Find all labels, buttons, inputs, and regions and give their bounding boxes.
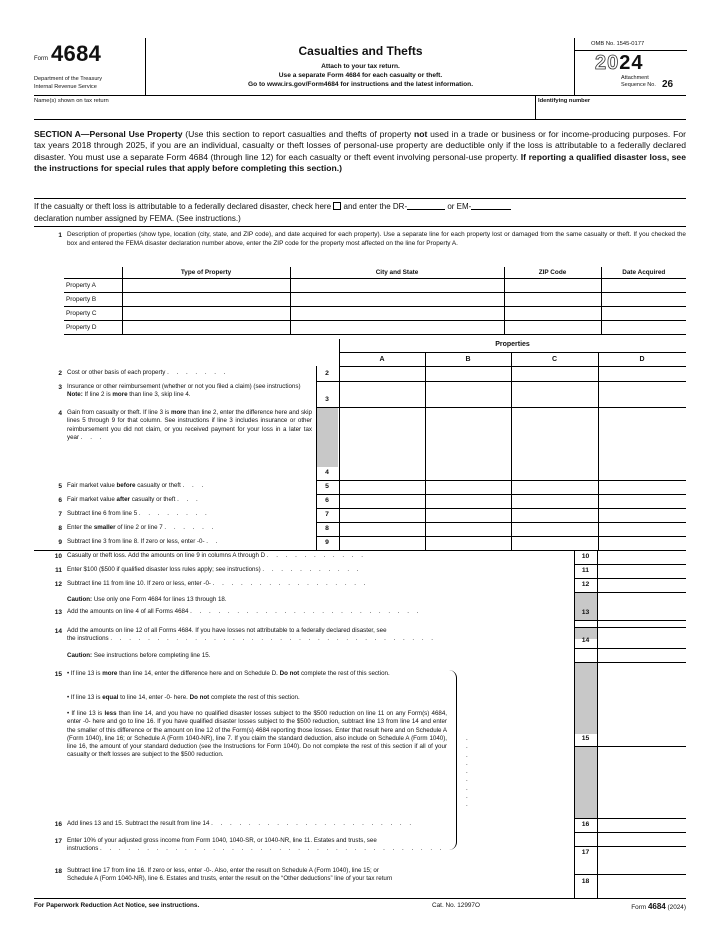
line-box-4: 4 bbox=[325, 469, 329, 476]
line-box-3: 3 bbox=[325, 396, 329, 403]
divider bbox=[34, 198, 686, 199]
line-box-17: 17 bbox=[581, 849, 590, 856]
department: Department of the Treasury Internal Revenue Service bbox=[34, 76, 103, 90]
line-4-label: Gain from casualty or theft. If line 3 is more than line 2, enter the difference here and skip lines 5 through 9 for that column. See instructions if line 3 includes insurance or other reimbursement you did not claim, or you received payment for your loss in a later tax year . . . bbox=[67, 409, 312, 441]
col-date: Date Acquired bbox=[601, 267, 686, 278]
line-15-bullet-1: • If line 13 is more than line 14, enter the difference here and on Schedule D. Do not complete the rest of this section. bbox=[67, 670, 390, 677]
line-12-label: Subtract line 11 from line 10. If zero or less, enter -0- . . . . . . . . . . . . . . . . . bbox=[67, 580, 369, 587]
paperwork-notice: For Paperwork Reduction Act Notice, see instructions. bbox=[34, 902, 200, 909]
line-15-bullet-3: • If line 13 is less than line 14, and you have no qualified disaster losses subject to the $500 reduction on line 11 on any Form(s) 4684, enter -0- here and go to line 16. If you have qualified disaster losses subject to the $500 reduction, subtract line 13 from line 14 and enter the smaller of this difference or the amount on line 12 of the Form(s) 4684 reporting those losses. Enter that result here and on Schedule A (Form 1040), line 16; or Schedule A (Form 1040-NR), line 7. If you claim the standard deduction, also include on Schedule A (Form 1040), line 16, the amount of your standard deduction (see the Instructions for Form 1040). Do not complete the rest of this section if all of your casualty or theft losses are subject to the $500 reduction. bbox=[67, 710, 447, 759]
form-title-block bbox=[147, 38, 574, 96]
section-a-intro: SECTION A—Personal Use Property (Use this section to report casualties and thefts of property not used in a trade or business or for income-producing purposes. For tax years 2018 through 2025, if you are an individual, casualty or theft losses of personal-use property are deductible only if the loss is attributable to a federally declared disaster. You must use a separate Form 4684 (through line 12) for each casualty or theft event involving personal-use property. If reporting a qualified disaster loss, see the instructions for special rules that apply before completing this section.) bbox=[34, 129, 687, 174]
line-box-14: 14 bbox=[581, 637, 590, 644]
table-row: Property D bbox=[64, 320, 686, 334]
em-number-field[interactable] bbox=[471, 202, 511, 210]
dr-number-field[interactable] bbox=[407, 202, 445, 210]
table-row: Property B bbox=[64, 292, 686, 306]
line-3-label: Insurance or other reimbursement (whether or not you filed a claim) (see instructions) Note: If line 2 is more than line 3, skip line 4. bbox=[67, 383, 301, 399]
sequence-number: 26 bbox=[662, 79, 674, 90]
line-18-label: Subtract line 17 from line 16. If zero or less, enter -0-. Also, enter the result on Schedule A (Form 1040), line 15; or Schedule A (Form 1040-NR), line 6. Estates and trusts, enter the result on the “Other deductions” line of your tax return bbox=[67, 867, 393, 883]
footer-form-id: Form 4684 (2024) bbox=[631, 902, 686, 911]
col-zip: ZIP Code bbox=[504, 267, 601, 278]
caution-2: Caution: See instructions before completing line 15. bbox=[67, 652, 211, 659]
subtitle-3: Go to www.irs.gov/Form4684 for instructions and the latest information. bbox=[247, 81, 474, 88]
line-9-label: Subtract line 3 from line 8. If zero or less, enter -0- . . bbox=[67, 538, 221, 545]
property-table bbox=[64, 267, 686, 335]
line-7-label: Subtract line 6 from line 5 . . . . . . . . bbox=[67, 510, 210, 517]
line-box-18: 18 bbox=[581, 878, 590, 885]
line-14-label: Add the amounts on line 12 of all Forms 4684. If you have losses not attributable to a federally declared disaster, see the instructions . . . . . . . . . . . . . . . . . . . . . . . . . . . . . . . . . . . bbox=[67, 627, 436, 643]
line-box-7: 7 bbox=[325, 511, 329, 518]
line-box-6: 6 bbox=[325, 497, 329, 504]
line-box-15: 15 bbox=[581, 735, 590, 742]
table-row: Property C bbox=[64, 306, 686, 320]
attachment-label: Attachment Sequence No. bbox=[621, 75, 656, 88]
divider bbox=[34, 226, 686, 227]
col-a: A bbox=[379, 356, 385, 363]
col-c: C bbox=[551, 356, 558, 363]
form-id-block bbox=[34, 38, 146, 96]
form-number: 4684 bbox=[51, 41, 102, 66]
line-10-label: Casualty or theft loss. Add the amounts on line 9 in columns A through D . . . . . . . . . . . bbox=[67, 552, 366, 559]
subtitle-2: Use a separate Form 4684 for each casualty or theft. bbox=[278, 72, 443, 79]
form-header bbox=[34, 38, 686, 96]
line-15-bullet-2: • If line 13 is equal to line 14, enter -0- here. Do not complete the rest of this section. bbox=[67, 694, 300, 701]
subtitle-1: Attach to your tax return. bbox=[321, 63, 400, 70]
line-6-label: Fair market value after casualty or theft . . . bbox=[67, 496, 201, 503]
form-page: Form 4684 Department of the Treasury Internal Revenue Service Casualties and Thefts Attach to your tax return. Use a separate Form 4684 for each casualty or theft. Go to www.irs.gov/Form4684 for instructions and the latest information. OMB No. 1545-0177 2024 Attachment Sequence No. 26 Name(s) shown on tax return Identifying number SECTION A—Personal Use Property (Use this section to report casualties and thefts of property not used in a trade or business or for income-producing purposes. For tax years 2018 through 2025, if you are an individual, casualty or theft losses of personal-use property are deductible only if the loss is attributable to a federally declared disaster. You must use a separate Form 4684 (through line 12) for each casualty or theft event involving personal-use property. If reporting a qualified disaster loss, see the instructions for special rules that apply before completing this section.) If the casualty or theft loss is attributable to a federally declared disaster, check here and enter the DR- or EM- declaration number assigned by FEMA. (See instructions.) 1 Description of properties (show type, location (city, state, and ZIP code), and date acquired for each property). Use a separate line for each property lost or damaged from the same casualty or theft. If you checked the box and entered the FEMA disaster declaration number above, enter the ZIP code for the property most affected on the line for Property A. Type of Property City and State ZIP Code Date Acquired Property A Property B Property C Property D Properties A B C D 2 3 4 5 6 7 8 9 2 Cost or other basis of each property . . . . . . . 3 Insurance or other reimbursement (whether or not you filed a claim) (see instructions) Note: If line 2 is more than line 3, skip line 4. 4 Gain from casualty or theft. If line 3 is more than line 2, enter the difference here and skip lines 5 through 9 for that column. See instructions if line 3 includes insurance or other reimbursement you did not claim, or you received payment for your loss in a later tax year . . . 5 Fair market value before casualty or theft . . . 6 Fair market value after casualty or theft . . . 7 Subtract line 6 from line 5 . . . . . . . . 8 Enter the smaller of line 2 or line 7 . . . . . . 9 Subtract line 3 from line 8. If zero or less, enter -0- . . 10 11 12 13 14 15 16 17 18 10 Casualty or theft loss. Add the amounts on line 9 in columns A through D . . . . . . . . . . . 11 Enter $100 ($500 if qualified disaster loss rules apply; see instructions) . . . . . . . . . . . 12 Subtract line 11 from line 10. If zero or less, enter -0- . . . . . . . . . . . . . . . . . Caution: Use only one Form 4684 for lines 13 through 18. 13 Add the amounts on line 4 of all Forms 4684 . . . . . . . . . . . . . . . . . . . . . . . . . 14 Add the amounts on line 12 of all Forms 4684. If you have losses not attributable to a federally declared disaster, see the instructions . . . . . . . . . . . . . . . . . . . . . . . . . . . . . . . . . . . Caution: See instructions before completing line 15. 15 • If line 13 is more than line 14, enter the difference here and on Schedule D. Do not complete the rest of this section. • If line 13 is equal to line 14, enter -0- here. Do not complete the rest of this section. • If line 13 is less than line 14, and you have no qualified disaster losses subject to the $500 reduction on line 11 on any Form(s) 4684, enter -0- here and go to line 16. If you have qualified disaster losses subject to the $500 reduction, subtract line 13 from line 14 and enter the smaller of this difference or the amount on line 12 of the Form(s) 4684 reporting those losses. Enter that result here and on Schedule A (Form 1040), line 16; or Schedule A (Form 1040-NR), line 7. If you claim the standard deduction, also include on Schedule A (Form 1040), line 16, the amount of your standard deduction (see the Instructions for Form 1040). Do not complete the rest of this section if all of your casualty or theft losses are subject to the $500 reduction. . . . . . . . . . 16 Add lines 13 and 15. Subtract the result from line 14 . . . . . . . . . . . . . . . . . . . . . . 17 Enter 10% of your adjusted gross income from Form 1040, 1040-SR, or 1040-NR, line 11. Estates and trusts, see instructions . . . . . . . . . . . . . . . . . . . . . . . . . . . . . . . . . . . . . 18 Subtract line 17 from line 16. If zero or less, enter -0-. Also, enter the result on Schedule A (Form 1040), line 15; or Schedule A (Form 1040-NR), line 6. Estates and trusts, enter the result on the “Other deductions” line of your tax return For Paperwork Reduction Act Notice, see instructions. Cat. No. 12997O Form 4684 (2024) bbox=[34, 38, 686, 916]
line-box-9: 9 bbox=[325, 539, 329, 546]
fema-declaration: If the casualty or theft loss is attributable to a federally declared disaster, check here and enter the DR- or EM- declaration number assigned by FEMA. (See instructions.) bbox=[34, 201, 686, 224]
col-type: Type of Property bbox=[122, 267, 290, 278]
line-box-11: 11 bbox=[581, 567, 590, 574]
line-box-8: 8 bbox=[325, 525, 329, 532]
tax-year: 2024 bbox=[595, 52, 644, 74]
fema-checkbox[interactable] bbox=[333, 202, 341, 210]
line-11-label: Enter $100 ($500 if qualified disaster loss rules apply; see instructions) . . . . . . . . . . . bbox=[67, 566, 362, 573]
form-footer bbox=[34, 898, 686, 911]
line-box-10: 10 bbox=[581, 553, 590, 560]
form-word: Form bbox=[34, 56, 48, 62]
properties-title: Properties bbox=[495, 341, 530, 348]
line-box-13: 13 bbox=[581, 609, 590, 616]
shaded-cell bbox=[316, 407, 338, 467]
table-row: Property A bbox=[64, 278, 686, 292]
line-8-label: Enter the smaller of line 2 or line 7 . . . . . . bbox=[67, 524, 217, 531]
line-17-label: Enter 10% of your adjusted gross income from Form 1040, 1040-SR, or 1040-NR, line 11. Estates and trusts, see instructions . . . . . . . . . . . . . . . . . . . . . . . . . . . . . . . . . . . . . bbox=[67, 837, 445, 853]
line-number: 1 bbox=[58, 232, 62, 239]
line-box-16: 16 bbox=[581, 821, 590, 828]
line-box-5: 5 bbox=[325, 483, 329, 490]
line-1-text: Description of properties (show type, location (city, state, and ZIP code), and date acquired for each property). Use a separate line for each property lost or damaged from the same casualty or theft. If you checked the box and entered the FEMA disaster declaration number above, enter the ZIP code for the property most affected on the line for Property A. bbox=[67, 231, 686, 247]
caution-1: Caution: Use only one Form 4684 for lines 13 through 18. bbox=[67, 596, 227, 603]
col-b: B bbox=[465, 356, 471, 363]
line-13-label: Add the amounts on line 4 of all Forms 4684 . . . . . . . . . . . . . . . . . . . . . . . . . bbox=[67, 608, 422, 615]
form-title: Casualties and Thefts bbox=[298, 44, 423, 58]
line-5-label: Fair market value before casualty or theft . . . bbox=[67, 482, 207, 489]
omb-number: OMB No. 1545-0177 bbox=[575, 38, 687, 51]
line-box-12: 12 bbox=[581, 581, 590, 588]
name-row bbox=[34, 96, 686, 120]
catalog-number: Cat. No. 12997O bbox=[432, 902, 480, 909]
line-16-label: Add lines 13 and 15. Subtract the result from line 14 . . . . . . . . . . . . . . . . . . . . . . bbox=[67, 820, 415, 827]
omb-block bbox=[574, 38, 686, 96]
col-d: D bbox=[639, 356, 645, 363]
line-box-2: 2 bbox=[325, 370, 329, 377]
identifying-number-field[interactable]: Identifying number bbox=[538, 98, 591, 104]
line-2-label: Cost or other basis of each property . . . . . . . bbox=[67, 369, 229, 376]
col-city: City and State bbox=[290, 267, 504, 278]
name-field[interactable]: Name(s) shown on tax return bbox=[34, 96, 536, 120]
